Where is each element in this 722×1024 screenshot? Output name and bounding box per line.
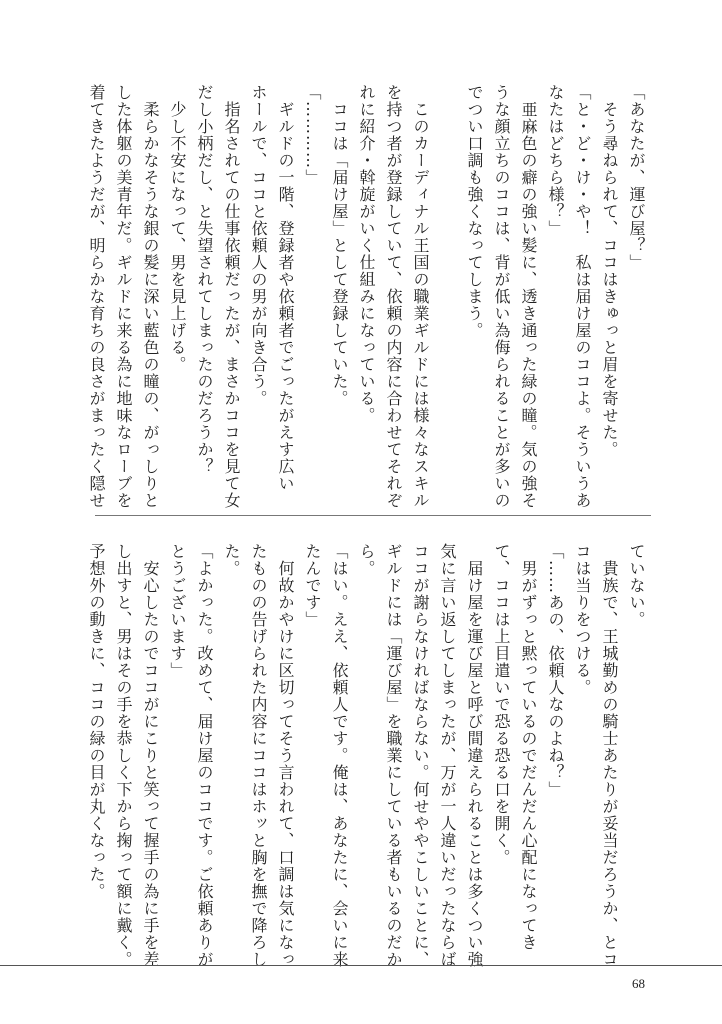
text-column: 「よかった。改めて、届け屋のココです。ご依頼ありが (195, 543, 214, 968)
text-column: した体躯の美青年だ。ギルドに来る為に地味なローブを (114, 84, 133, 509)
text-column: 予想外の動きに、ココの緑の目が丸くなった。 (87, 543, 106, 900)
text-column: ココが謝らなければならない。何せややこしいことに、 (411, 543, 430, 968)
text-column: ら。 (357, 543, 376, 577)
text-column: ホールで、ココと依頼人の男が向き合う。 (249, 84, 268, 407)
text-column: 貴族で、王城勤めの騎士あたりが妥当だろうか、とコ (600, 543, 619, 968)
text-column: このカーディナル王国の職業ギルドには様々なスキル (411, 84, 430, 509)
text-column: たんです」 (303, 543, 322, 628)
text-column: を持つ者が登録していて、依頼の内容に合わせてそれぞ (384, 84, 403, 509)
text-column: 「……あの、依頼人なのよね？」 (546, 543, 565, 798)
text-column: 届け屋を運び屋と呼び間違えられることは多くつい強 (465, 543, 484, 968)
text-column: 「はい。ええ、依頼人です。俺は、あなたに、会いに来 (330, 543, 349, 968)
text-column: 男がずっと黙っているのでだんだん心配になってき (519, 543, 538, 951)
text-column: たものの告げられた内容にココはホッと胸を撫で降ろし (249, 543, 268, 968)
text-column: とうございます」 (168, 543, 187, 679)
text-column: 少し不安になって、男を見上げる。 (168, 84, 187, 373)
text-column: 亜麻色の癖の強い髪に、透き通った緑の瞳。気の強そ (519, 84, 538, 509)
text-column: コは当りをつける。 (573, 543, 592, 696)
text-column: た。 (222, 543, 241, 577)
text-column: 気に言い返してしまったが、万が一人違いだったならば (438, 543, 457, 968)
text-column: ギルドの一階、登録者や依頼者でごったがえす広い (276, 84, 295, 492)
section-divider (95, 515, 651, 516)
text-column: 「と・ど・け・や！ 私は届け屋のココよ。そういうあ (573, 84, 592, 509)
footer-rule (0, 965, 722, 966)
text-column (434, 84, 461, 514)
text-column: 何故かやけに区切ってそう言われて、口調は気になっ (276, 543, 295, 968)
text-column: ココは「届け屋」として登録していた。 (330, 84, 349, 407)
text-column: 着てきたようだが、明らかな育ちの良さがまったく隠せ (87, 84, 106, 509)
text-column: し出すと、男はその手を恭しく下から掬って額に戴く。 (114, 543, 133, 968)
text-column: ていない。 (627, 543, 646, 628)
text-column: ギルドには「運び屋」を職業にしている者もいるのだか (384, 543, 403, 968)
text-column: 安心したのでココがにこりと笑って握手の為に手を差 (141, 543, 160, 968)
text-column: 柔らかなそうな銀の髪に深い藍色の瞳の、がっしりと (141, 84, 160, 509)
text-column: なたはどちら様？」 (546, 84, 565, 237)
text-column: だし小柄だし、と失望されてしまったのだろうか？ (195, 84, 214, 475)
upper-text-block (83, 84, 650, 514)
text-column: そう尋ねられて、ココはきゅっと眉を寄せた。 (600, 84, 619, 458)
text-column: うな顔立ちのココは、背が低い為侮られることが多いの (492, 84, 511, 509)
text-column: て、ココは上目遣いで恐る恐る口を開く。 (492, 543, 511, 866)
text-column: 指名されての仕事依頼だったが、まさかココを見て女 (222, 84, 241, 509)
text-column: でつい口調も強くなってしまう。 (465, 84, 484, 339)
text-column: れに紹介・斡旋がいく仕組みになっている。 (357, 84, 376, 424)
text-column: 「…………」 (303, 84, 322, 186)
text-column: 「あなたが、運び屋？」 (627, 84, 646, 271)
page-number: 68 (632, 976, 645, 991)
lower-text-block (83, 543, 650, 973)
